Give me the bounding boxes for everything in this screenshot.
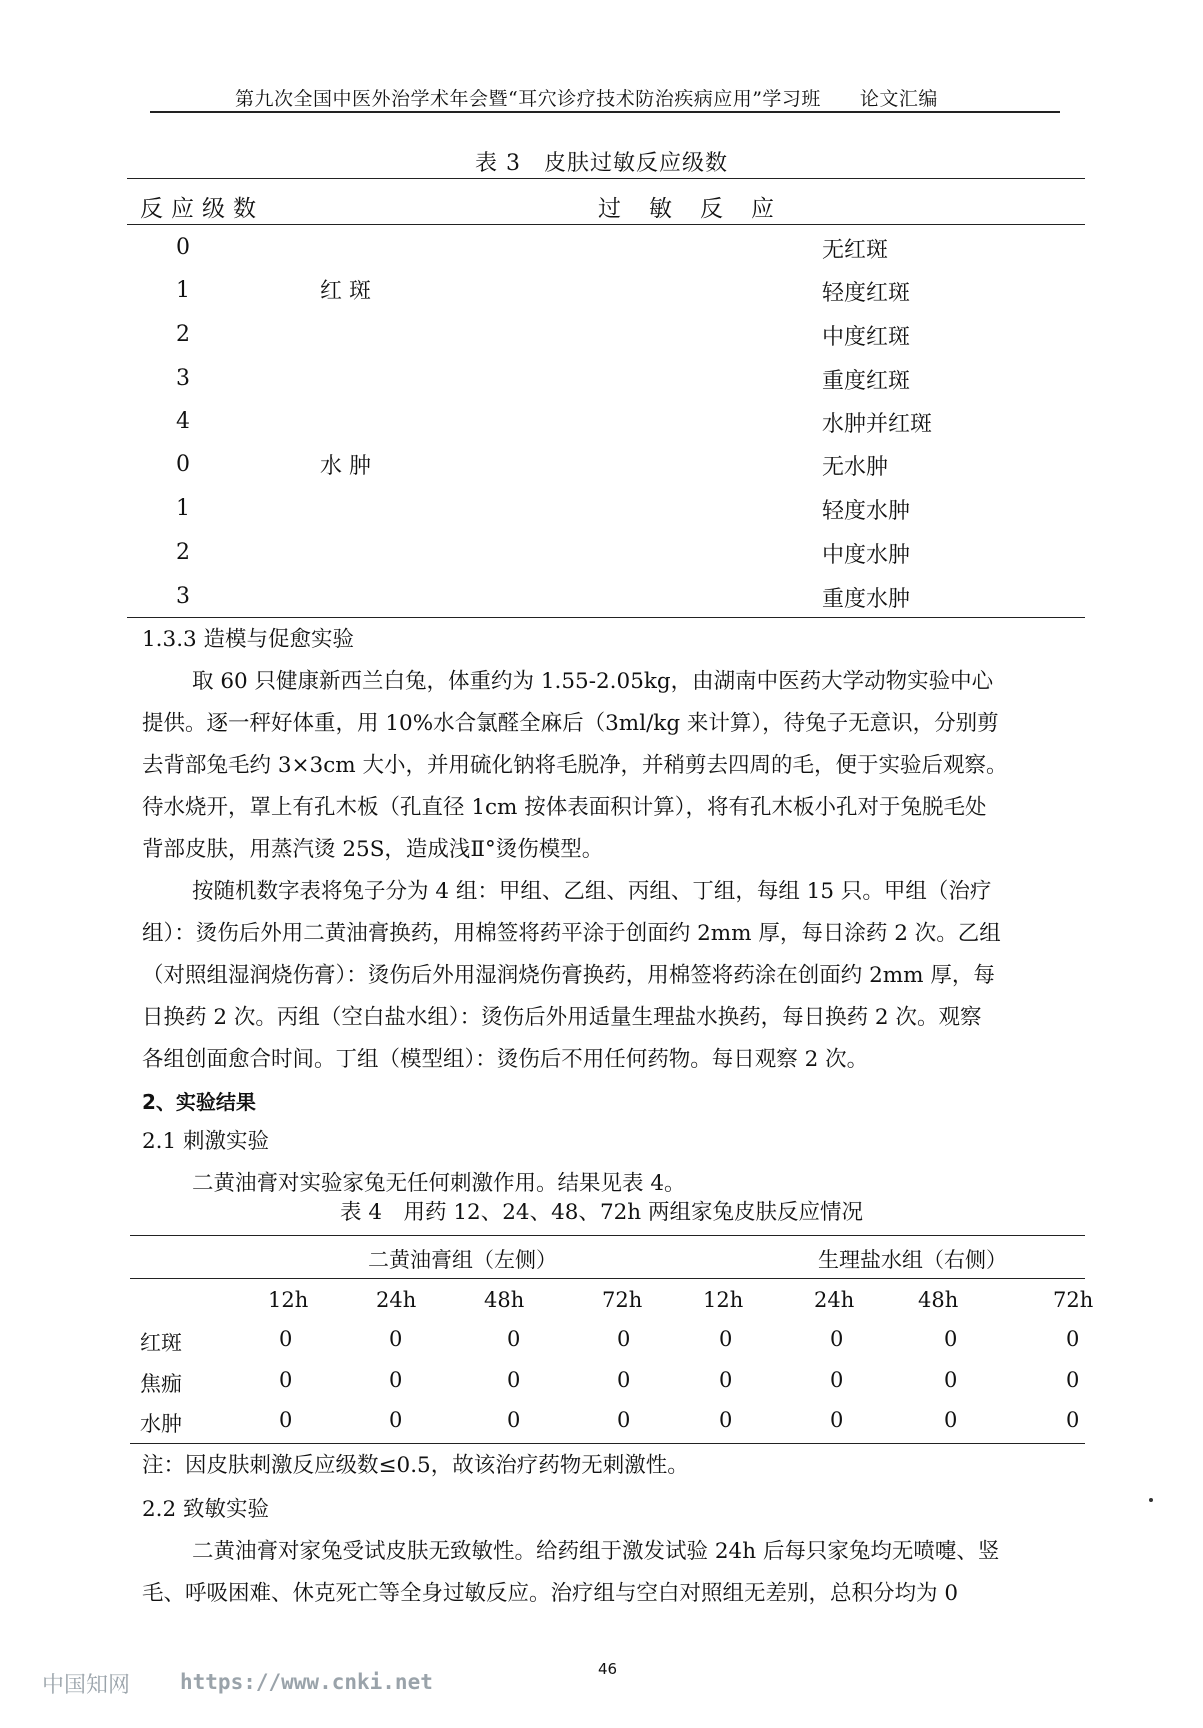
- table4-cell: 0: [617, 1327, 631, 1351]
- table3-grade: 2: [176, 540, 190, 565]
- table4-cell: 0: [507, 1368, 521, 1392]
- paragraph-line: 毛、呼吸困难、休克死亡等全身过敏反应。治疗组与空白对照组无差别，总积分均为 0: [142, 1581, 959, 1606]
- table3-desc: 重度红斑: [822, 369, 911, 394]
- table3-desc: 轻度红斑: [822, 281, 911, 306]
- table3-top-rule: [127, 178, 1085, 179]
- table4-bottom-rule: [130, 1443, 1085, 1444]
- table3-caption: 表 3 皮肤过敏反应级数: [475, 151, 728, 176]
- table3-grade: 4: [176, 409, 190, 434]
- table4-time: 72h: [602, 1288, 643, 1312]
- table3-desc: 轻度水肿: [822, 499, 911, 524]
- table4-cell: 0: [944, 1368, 958, 1392]
- table3-desc: 水肿并红斑: [822, 412, 933, 437]
- table3-grade: 0: [176, 235, 190, 260]
- paragraph-line: 去背部兔毛约 3×3cm 大小，并用硫化钠将毛脱净，并稍剪去四周的毛，便于实验后观察。: [142, 753, 1008, 778]
- table4-caption: 表 4 用药 12、24、48、72h 两组家兔皮肤反应情况: [340, 1200, 863, 1225]
- table3-header-rule: [127, 224, 1085, 225]
- table3-col-grade-header: 反应级数: [140, 196, 264, 222]
- table4-note: 注：因皮肤刺激反应级数≤0.5，故该治疗药物无刺激性。: [142, 1453, 689, 1478]
- table4-cell: 0: [944, 1408, 958, 1432]
- stray-dot: [1149, 1498, 1153, 1502]
- table4-cell: 0: [617, 1368, 631, 1392]
- paragraph-line: 提供。逐一秤好体重，用 10%水合氯醛全麻后（3ml/kg 来计算），待兔子无意识，分别剪: [142, 711, 999, 736]
- table3-desc: 中度水肿: [822, 543, 911, 568]
- table4-time: 12h: [703, 1288, 744, 1312]
- table4-cell: 0: [279, 1368, 293, 1392]
- table4-cell: 0: [389, 1368, 403, 1392]
- table3-desc: 无水肿: [822, 455, 889, 480]
- table4-time: 24h: [814, 1288, 855, 1312]
- table3-grade: 3: [176, 366, 190, 391]
- paragraph-line: 各组创面愈合时间。丁组（模型组）：烫伤后不用任何药物。每日观察 2 次。: [142, 1047, 869, 1072]
- table4-cell: 0: [279, 1408, 293, 1432]
- table3-grade: 1: [176, 278, 190, 303]
- table3-grade: 0: [176, 452, 190, 477]
- paragraph-line: 日换药 2 次。丙组（空白盐水组）：烫伤后外用适量生理盐水换药，每日换药 2 次。观察: [142, 1005, 982, 1030]
- table4-cell: 0: [830, 1408, 844, 1432]
- table4-cell: 0: [507, 1327, 521, 1351]
- table4-cell: 0: [507, 1408, 521, 1432]
- page-number: 46: [598, 1660, 618, 1678]
- table3-group-erythema: 红 斑: [320, 279, 371, 304]
- table4-cell: 0: [279, 1327, 293, 1351]
- table4-top-rule: [130, 1235, 1085, 1236]
- table4-cell: 0: [830, 1327, 844, 1351]
- table4-cell: 0: [389, 1408, 403, 1432]
- table4-row-label: 焦痂: [140, 1372, 182, 1396]
- table3-desc: 无红斑: [822, 238, 889, 263]
- table4-cell: 0: [719, 1368, 733, 1392]
- cnki-watermark-logo: 中国知网: [42, 1673, 131, 1698]
- table3-col-reaction-header: 过敏反应: [598, 196, 802, 222]
- table4-group-right: 生理盐水组（右侧）: [818, 1248, 1007, 1272]
- subsection-heading: 2.1 刺激实验: [142, 1129, 270, 1154]
- table4-cell: 0: [830, 1368, 844, 1392]
- table3-grade: 2: [176, 322, 190, 347]
- subsection-heading: 2.2 致敏实验: [142, 1497, 270, 1522]
- table4-cell: 0: [617, 1408, 631, 1432]
- table4-cell: 0: [1066, 1327, 1080, 1351]
- table3-grade: 3: [176, 584, 190, 609]
- table4-time: 72h: [1053, 1288, 1094, 1312]
- table4-time: 24h: [376, 1288, 417, 1312]
- table4-time: 12h: [268, 1288, 309, 1312]
- table4-header-rule: [130, 1278, 1085, 1279]
- table4-time: 48h: [484, 1288, 525, 1312]
- header-rule: [150, 111, 1060, 113]
- table4-cell: 0: [719, 1327, 733, 1351]
- paragraph-line: 二黄油膏对实验家兔无任何刺激作用。结果见表 4。: [192, 1171, 686, 1196]
- table4-cell: 0: [719, 1408, 733, 1432]
- table4-time: 48h: [918, 1288, 959, 1312]
- table4-cell: 0: [1066, 1368, 1080, 1392]
- table3-group-edema: 水 肿: [320, 454, 371, 479]
- table4-cell: 0: [944, 1327, 958, 1351]
- section-heading: 1.3.3 造模与促愈实验: [142, 627, 355, 652]
- paragraph-line: 待水烧开，罩上有孔木板（孔直径 1cm 按体表面积计算），将有孔木板小孔对于兔脱毛处: [142, 795, 987, 820]
- running-header: 第九次全国中医外治学术年会暨“耳穴诊疗技术防治疾病应用”学习班 论文汇编: [235, 88, 938, 110]
- section-heading: 2、实验结果: [142, 1090, 256, 1114]
- table3-desc: 重度水肿: [822, 587, 911, 612]
- paragraph-line: 取 60 只健康新西兰白兔，体重约为 1.55-2.05kg，由湖南中医药大学动物实验中心: [192, 669, 994, 694]
- paragraph-line: （对照组湿润烧伤膏）：烫伤后外用湿润烧伤膏换药，用棉签将药涂在创面约 2mm 厚，每: [142, 963, 995, 988]
- table4-row-label: 水肿: [140, 1412, 182, 1436]
- table3-desc: 中度红斑: [822, 325, 911, 350]
- table4-row-label: 红斑: [140, 1331, 182, 1355]
- table4-cell: 0: [389, 1327, 403, 1351]
- paragraph-line: 组）：烫伤后外用二黄油膏换药，用棉签将药平涂于创面约 2mm 厚，每日涂药 2 次。乙组: [142, 921, 1001, 946]
- table4-cell: 0: [1066, 1408, 1080, 1432]
- table3-grade: 1: [176, 496, 190, 521]
- cnki-watermark-url: https://www.cnki.net: [180, 1670, 433, 1694]
- table3-bottom-rule: [127, 617, 1085, 618]
- paragraph-line: 二黄油膏对家兔受试皮肤无致敏性。给药组于激发试验 24h 后每只家兔均无喷嚏、竖: [192, 1539, 1000, 1564]
- paragraph-line: 背部皮肤，用蒸汽烫 25S，造成浅Ⅱ°烫伤模型。: [142, 837, 604, 862]
- paragraph-line: 按随机数字表将兔子分为 4 组：甲组、乙组、丙组、丁组，每组 15 只。甲组（治疗: [192, 879, 992, 904]
- table4-group-left: 二黄油膏组（左侧）: [368, 1248, 557, 1272]
